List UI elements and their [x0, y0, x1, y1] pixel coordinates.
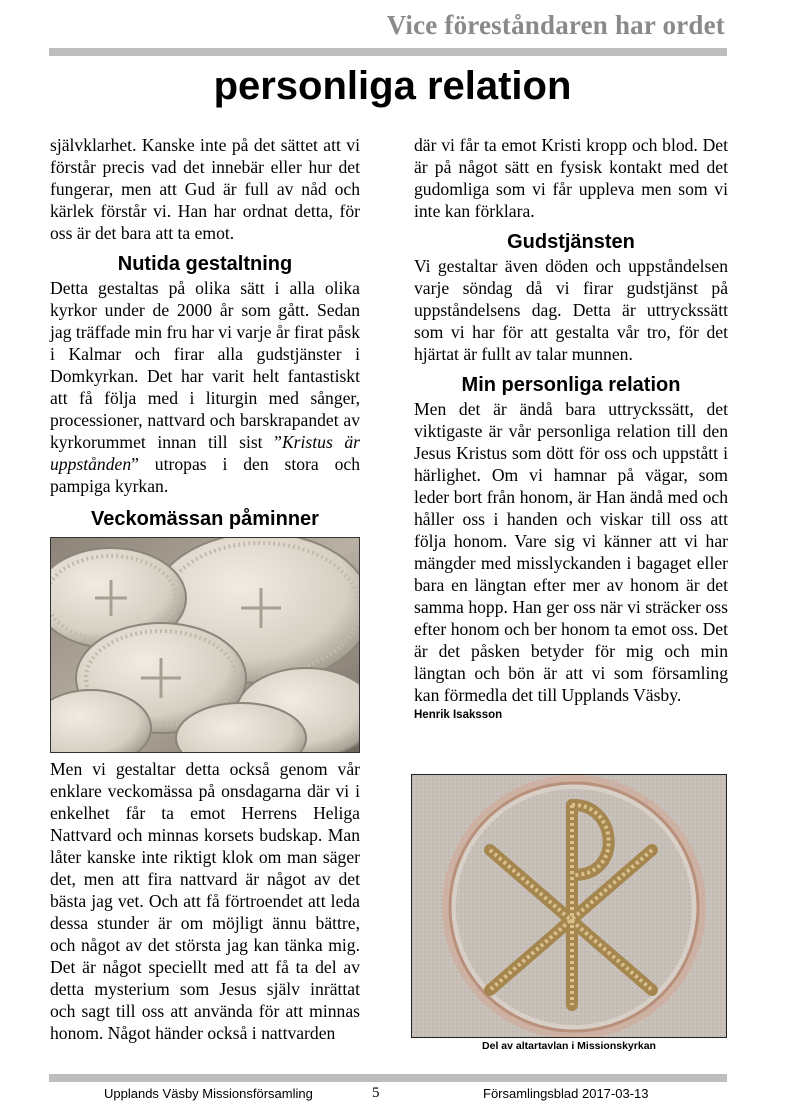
chi-rho-icon — [412, 775, 726, 1037]
author-name: Henrik Isaksson — [414, 709, 503, 721]
heading-gudstjansten: Gudstjänsten — [507, 231, 635, 253]
paragraph-nutida-gestaltning — [50, 277, 360, 497]
section-kicker: Vice föreståndaren har ordet — [386, 10, 725, 40]
wafers-icon — [51, 538, 359, 752]
communion-wafers-photo — [50, 537, 360, 753]
intro-paragraph-right: där vi får ta emot Kristi kropp och blod. Det är på något sätt en fysisk kontakt med det gudomliga som vi får uppleva men som vi inte kan förklara. — [414, 135, 728, 221]
heading-veckomassan: Veckomässan påminner — [91, 508, 319, 530]
paragraph-text: ” utropas i den stora och pampiga kyrkan. — [50, 454, 360, 496]
top-rule — [49, 48, 727, 56]
paragraph-gudstjansten: Vi gestaltar även döden och uppståndelsen varje söndag då vi firar gudstjänst på uppståndelsens dag. Detta är uttryckssätt som vi har för att gestalta vår tro, för det hjärtat är fullt av talar munnen. — [414, 256, 728, 364]
altar-caption: Del av altartavlan i Missionskyrkan — [482, 1040, 656, 1052]
paragraph-min-personliga-relation: Men det är ändå bara uttryckssätt, det viktigaste är vår personliga relation till den Jesus Kristus som dött för oss och uppstått i härlighet. Om vi hamnar på vägar, som leder bort från honom, är Han ändå med och håller oss i handen och viskar till oss att följa honom. Vare sig vi känner att vi har mängder med misslyckanden i bagaget eller bara en längtan efter mer av honom är det samma hopp. Han ger oss när vi sträcker oss efter honom och ber honom ta emot oss. Det är det påsken betyder för mig och min längtan och bön är att vi som församling kan förmedla det till Upplands Väsby. — [414, 399, 728, 705]
paragraph-text: Detta gestaltas på olika sätt i alla olika kyrkor under de 2000 år som gått. Sedan jag träffade min fru har vi varje år firat påsk i Kalmar och firar alla gudstjänster i Domkyrkan. Det har varit helt fantastiskt att få följa med i liturgin med sånger, processioner, nattvard och barskrapandet av kyrkorummet innan till sist ” — [50, 278, 360, 452]
heading-nutida-gestaltning: Nutida gestaltning — [117, 253, 293, 275]
bottom-rule — [49, 1074, 727, 1082]
paragraph-veckomassan: Men vi gestaltar detta också genom vår enklare veckomässa på onsdagarna där vi i enkelhet får ta emot Herrens Heliga Nattvard och minnas korsets budskap. Man låter kanske inte riktigt klok om man säger det, men att fira nattvard är något av det bästa jag vet. Och att få förtroendet att leda dessa stunder är om möjligt ännu bättre, och något av det största jag kan tänka mig. Det är något speciellt med att få ta del av detta mysterium som Jesus själv inrättat och sagt till oss att använda för att minnas honom. Något händer också i nattvarden — [50, 759, 360, 1043]
footer-issue-date: Församlingsblad 2017-03-13 — [483, 1086, 649, 1101]
intro-paragraph: självklarhet. Kanske inte på det sättet att vi förstår precis vad det innebär eller hur det fungerar, men att Gud är full av nåd och kärlek förstår vi. Han har ordnat detta, för oss är det bara att ta emot. — [50, 135, 360, 243]
footer-organization: Upplands Väsby Missionsförsamling — [104, 1086, 313, 1101]
quote-italic: Kristus är uppstånden — [50, 432, 360, 474]
page-number: 5 — [372, 1085, 380, 1101]
page-title: personliga relation — [213, 64, 572, 108]
altar-photo — [411, 774, 727, 1038]
heading-min-personliga-relation: Min personliga relation — [461, 374, 681, 396]
left-column — [50, 134, 360, 1044]
right-column — [414, 134, 728, 721]
